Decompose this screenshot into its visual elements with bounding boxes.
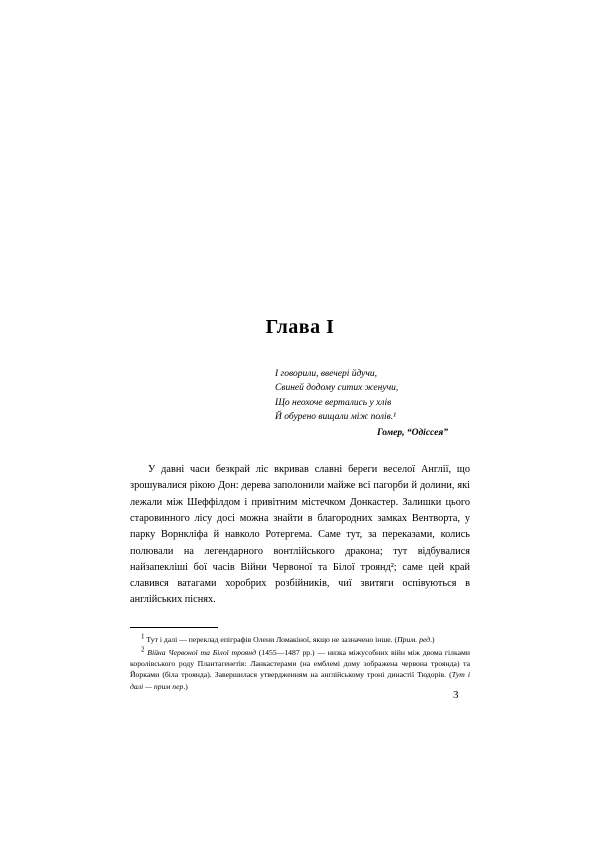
- page-content: [130, 316, 470, 694]
- footnote-separator: [130, 627, 218, 628]
- footnote-1-text-b: .): [430, 634, 435, 644]
- page-number: 3: [453, 689, 459, 701]
- epigraph: [275, 367, 470, 440]
- body-paragraph: У давні часи безкрай ліс вкривав славні береги веселої Англії, що зрошувалися рікою Дон: дерева заполонили майже всі пагорби й долини, які лежали між Шеффілдом і привітним містечком Донкастер. Залишки цього старовинного лісу досі можна знайти в благородних замках Вентворта, у парку Ворнкліфа й навколо Ротергема. Саме тут, за переказами, колись полювали на легендарного вонтлійського дракона; тут відбувалися найзапекліші бої часів Війни Червоної та Білої троянд²; саме цей край славився ватагами хоробрих розбійників, чиї звитяги оспівуються в англійських піснях.: [130, 464, 470, 606]
- epigraph-line-1: І говорили, ввечері йдучи,: [275, 369, 378, 379]
- epigraph-line-4: Й обурено вищали між полів.¹: [275, 412, 397, 423]
- chapter-title: Глава I: [265, 316, 335, 338]
- epigraph-line-2: Свиней додому ситих женучи,: [275, 383, 399, 394]
- footnote-2-text-c: .): [183, 681, 188, 691]
- footnote-2-italic-2: Тут і далі — прим пер: [130, 670, 470, 691]
- footnote-marker-1: 1: [141, 632, 145, 641]
- epigraph-source: Гомер, “Одіссея”: [377, 427, 448, 438]
- footnote-1: [130, 634, 470, 645]
- footnote-1-italic: Прим. ред: [397, 634, 431, 644]
- footnotes: [130, 634, 470, 692]
- footnote-1-text-a: Тут і далі — переклад епіграфів Олени Ломакіної, якщо не зазначено інше. (: [144, 634, 398, 644]
- footnote-2: [130, 647, 470, 692]
- footnote-2-italic: Війна Червоної та Білої троянд: [147, 647, 256, 657]
- epigraph-line-3: Що неохоче вертались у хлів: [275, 397, 392, 408]
- footnote-marker-2: 2: [141, 645, 145, 654]
- footnote-2-text-b: (1455—1487 рр.) — низка міжусобних війн між двома гілками королівського роду Плантагенетів: Ланкастерами (на емблемі дому зображена червона троянда) та Йорками (біла троянда). Завершилася утвердженням на англійському троні династії Тюдорів. (: [130, 647, 471, 680]
